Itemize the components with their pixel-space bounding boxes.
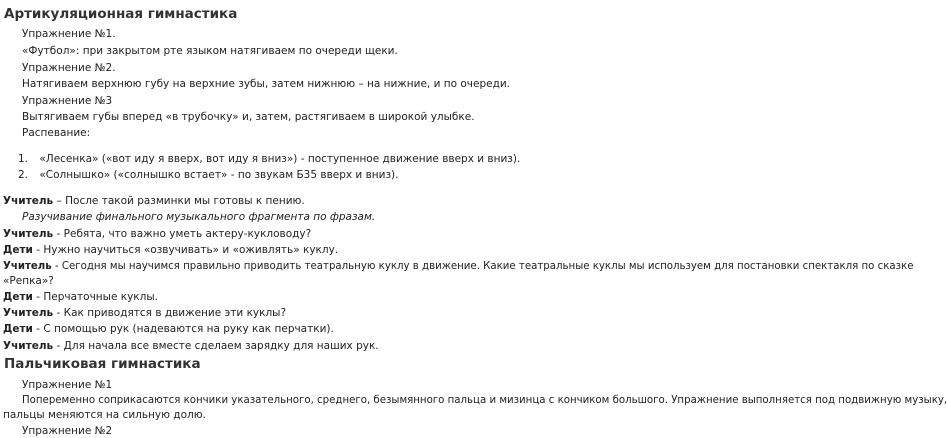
section-heading-articulation: Артикуляционная гимнастика [4,6,238,22]
finger-exercise-1-label: Упражнение №1 [22,379,113,391]
dialogue-line [3,260,914,274]
dialogue-line [3,227,311,241]
finger-exercise-2-label: Упражнение №2 [22,425,113,437]
dialogue-text: - Перчаточные куклы. [32,291,158,303]
exercise-2-label: Упражнение №2. [22,62,116,74]
finger-exercise-1-text-continued: пальцы меняются на сильную долю. [3,409,206,421]
finger-exercise-1-text: Попеременно соприкасаются кончики указательного, среднего, безымянного пальца и мизинца с кончиком большого. Упражнение выполняется под подвижную музыку, [22,395,947,406]
dialogue-continuation: «Репка»? [3,275,54,287]
list-item-text: «Лесенка» («вот иду я вверх, вот иду я вниз») - поступенное движение вверх и вниз). [39,153,521,165]
speaker: Дети [3,291,33,303]
speaker: Учитель [3,261,52,272]
list-item [18,152,520,166]
dialogue-text: - Нужно научиться «озвучивать» и «оживлять» куклу. [32,244,339,256]
list-item [18,168,399,182]
speaker: Учитель [3,195,54,207]
exercise-1-text: «Футбол»: при закрытом рте языком натягиваем по очереди щеки. [22,45,398,57]
speaker: Дети [3,323,33,335]
speaker: Учитель [3,307,54,319]
dialogue-text: – После такой разминки мы готовы к пению. [53,195,305,207]
dialogue-line [3,339,379,353]
section-heading-finger: Пальчиковая гимнастика [4,356,201,372]
dialogue-text: - Для начала все вместе сделаем зарядку для наших рук. [53,340,379,352]
list-item-number: 1. [18,153,29,165]
dialogue-line [3,306,286,320]
singing-label: Распевание: [22,127,91,139]
exercise-2-text: Натягиваем верхнюю губу на верхние зубы, затем нижнюю – на нижние, и по очереди. [22,78,510,90]
dialogue-line [3,194,305,208]
dialogue-text: - Ребята, что важно уметь актеру-кукловоду? [53,228,312,240]
exercise-3-label: Упражнение №3 [22,95,113,107]
list-item-number: 2. [18,169,29,181]
speaker: Дети [3,244,33,256]
speaker: Учитель [3,228,54,240]
dialogue-text: - С помощью рук (надеваются на руку как перчатки). [32,323,334,335]
exercise-1-label: Упражнение №1. [22,28,116,40]
dialogue-line [3,322,334,336]
speaker: Учитель [3,340,54,352]
exercise-3-text: Вытягиваем губы вперед «в трубочку» и, затем, растягиваем в широкой улыбке. [22,111,475,123]
dialogue-text: - Как приводятся в движение эти куклы? [53,307,287,319]
list-item-text: «Солнышко» («солнышко встает» - по звукам Б35 вверх и вниз). [39,169,399,181]
dialogue-line [3,290,158,304]
dialogue-line [3,243,338,257]
dialogue-text: - Сегодня мы научимся правильно приводить театральную куклу в движение. Какие театральные куклы мы используем для постановки спектакля по сказке [51,261,914,272]
stage-direction: Разучивание финального музыкального фрагмента по фразам. [22,211,376,223]
